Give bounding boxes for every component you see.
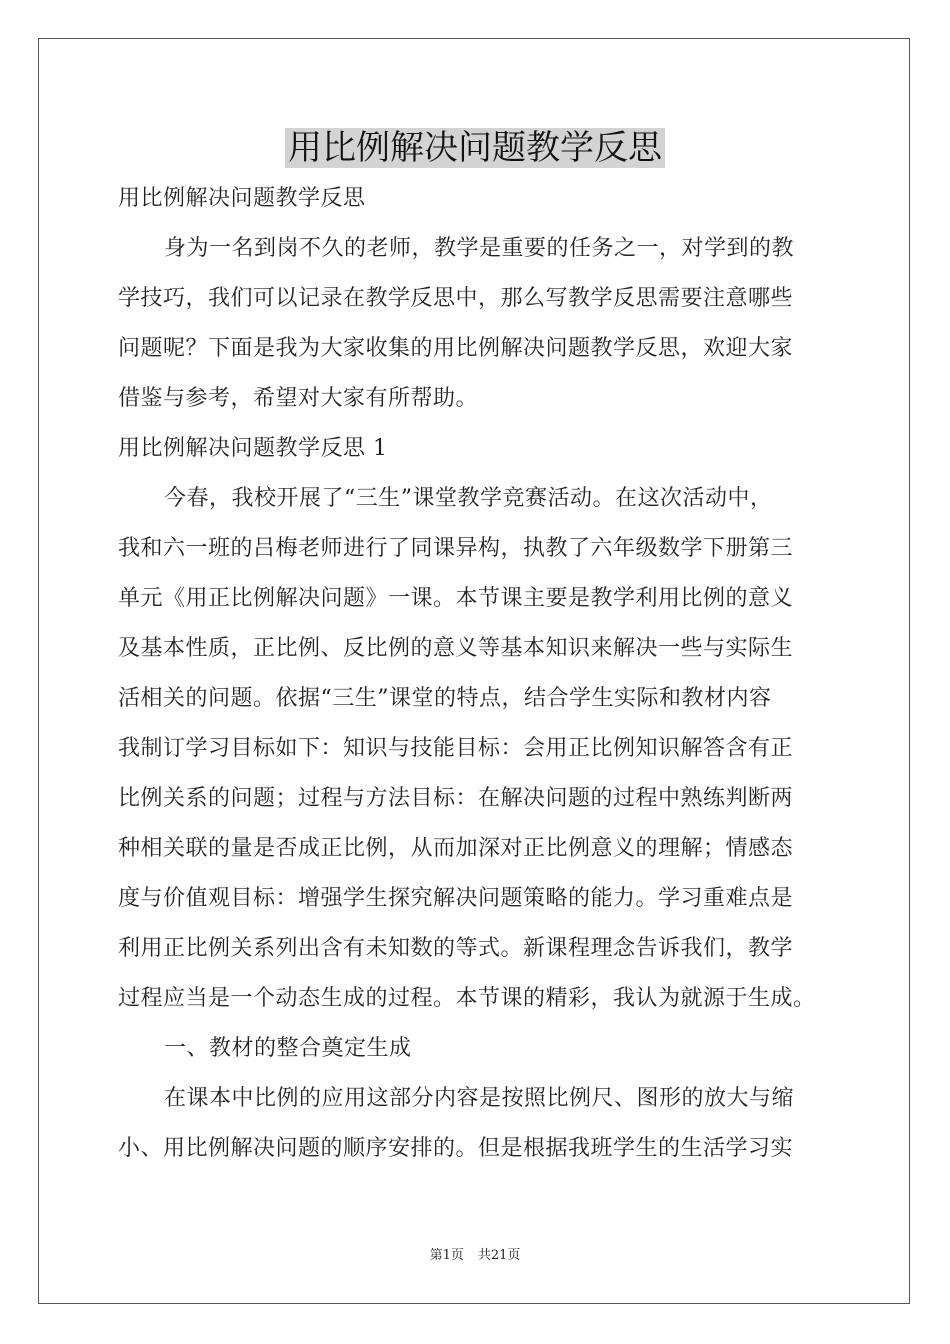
document-title-text: 用比例解决问题教学反思 bbox=[285, 128, 665, 168]
page-border bbox=[38, 38, 910, 1304]
paragraph-line: 及基本性质，正比例、反比例的意义等基本知识来解决一些与实际生 bbox=[118, 636, 794, 661]
paragraph-line: 我和六一班的吕梅老师进行了同课异构，执教了六年级数学下册第三 bbox=[118, 536, 794, 561]
document-subtitle: 用比例解决问题教学反思 bbox=[118, 186, 366, 211]
section-heading: 用比例解决问题教学反思 1 bbox=[118, 436, 388, 461]
document-title bbox=[0, 126, 950, 170]
paragraph-line: 活相关的问题。依据“三生”课堂的特点，结合学生实际和教材内容 bbox=[118, 686, 772, 711]
paragraph-line: 种相关联的量是否成正比例，从而加深对正比例意义的理解；情感态 bbox=[118, 836, 794, 861]
subheading: 一、教材的整合奠定生成 bbox=[164, 1036, 412, 1061]
page-footer bbox=[0, 1247, 950, 1265]
paragraph-line: 小、用比例解决问题的顺序安排的。但是根据我班学生的生活学习实 bbox=[118, 1136, 794, 1161]
intro-line: 借鉴与参考，希望对大家有所帮助。 bbox=[118, 386, 479, 411]
paragraph-line: 利用正比例关系列出含有未知数的等式。新课程理念告诉我们，教学 bbox=[118, 936, 794, 961]
page-total: 共21页 bbox=[477, 1248, 521, 1263]
intro-line: 身为一名到岗不久的老师，教学是重要的任务之一，对学到的教 bbox=[164, 236, 795, 261]
paragraph-line: 今春，我校开展了“三生”课堂教学竞赛活动。在这次活动中， bbox=[164, 486, 773, 511]
paragraph-line: 单元《用正比例解决问题》一课。本节课主要是教学利用比例的意义 bbox=[118, 586, 794, 611]
paragraph-line: 在课本中比例的应用这部分内容是按照比例尺、图形的放大与缩 bbox=[164, 1086, 795, 1111]
paragraph-line: 比例关系的问题；过程与方法目标：在解决问题的过程中熟练判断两 bbox=[118, 786, 794, 811]
paragraph-line: 我制订学习目标如下：知识与技能目标：会用正比例知识解答含有正 bbox=[118, 736, 794, 761]
paragraph-line: 度与价值观目标：增强学生探究解决问题策略的能力。学习重难点是 bbox=[118, 886, 794, 911]
paragraph-line: 过程应当是一个动态生成的过程。本节课的精彩，我认为就源于生成。 bbox=[118, 986, 816, 1011]
intro-line: 学技巧，我们可以记录在教学反思中，那么写教学反思需要注意哪些 bbox=[118, 286, 794, 311]
intro-line: 问题呢？下面是我为大家收集的用比例解决问题教学反思，欢迎大家 bbox=[118, 336, 794, 361]
page-number: 第1页 bbox=[429, 1248, 464, 1263]
